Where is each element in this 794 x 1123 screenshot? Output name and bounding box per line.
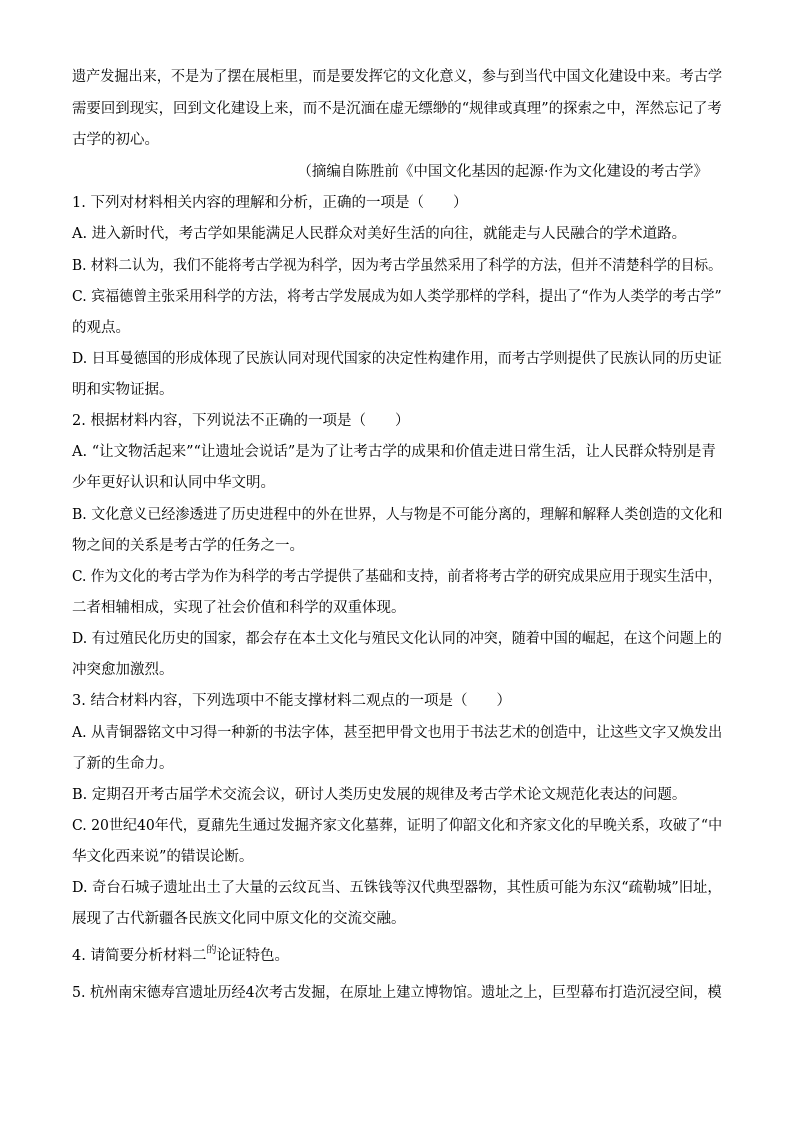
question-2-stem: 2. 根据材料内容，下列说法不正确的一项是（ ） [72, 413, 410, 429]
question-2-option-c: C. 作为文化的考古学为作为科学的考古学提供了基础和支持，前者将考古学的研究成果应用于现实生活中， [72, 569, 722, 585]
question-5: 5. 杭州南宋德寿宫遗址历经4次考古发掘，在原址上建立博物馆。遗址之上，巨型幕布打造沉浸空间，模 [72, 985, 722, 1001]
question-1-option-b: B. 材料二认为，我们不能将考古学视为科学，因为考古学虽然采用了科学的方法，但并不清楚科学的目标。 [72, 258, 722, 274]
question-4-text-end: 论证特色。 [216, 948, 289, 964]
passage-source: （摘编自陈胜前《中国文化基因的起源·作为文化建设的考古学》 [297, 164, 708, 180]
question-2-option-b-cont: 物之间的关系是考古学的任务之一。 [72, 538, 304, 554]
passage-line: 古学的初心。 [72, 132, 159, 148]
question-4 [72, 946, 289, 968]
question-3-option-d-cont: 展现了古代新疆各民族文化同中原文化的交流交融。 [72, 911, 406, 927]
question-1-option-a: A. 进入新时代，考古学如果能满足人民群众对美好生活的向往，就能走与人民融合的学术道路。 [72, 226, 687, 242]
question-3-option-b: B. 定期召开考古届学术交流会议，研讨人类历史发展的规律及考古学术论文规范化表达的问题。 [72, 787, 687, 803]
question-3-option-a: A. 从青铜器铭文中习得一种新的书法字体，甚至把甲骨文也用于书法艺术的创造中，让这些文字又焕发出 [72, 725, 723, 741]
question-1-stem: 1. 下列对材料相关内容的理解和分析，正确的一项是（ ） [72, 195, 468, 211]
question-2-option-d: D. 有过殖民化历史的国家，都会存在本土文化与殖民文化认同的冲突，随着中国的崛起，在这个问题上的 [72, 631, 722, 647]
question-2-option-d-cont: 冲突愈加激烈。 [72, 662, 174, 678]
question-2-option-a-cont: 少年更好认识和认同中华文明。 [72, 475, 275, 491]
question-2-option-a: A. “让文物活起来”“让遗址会说话”是为了让考古学的成果和价值走进日常生活，让人民群众特别是青 [72, 444, 716, 460]
passage-line: 需要回到现实，回到文化建设上来，而不是沉湎在虚无缥缈的“规律或真理”的探索之中，浑然忘记了考 [72, 101, 722, 117]
question-3-option-d: D. 奇台石城子遗址出土了大量的云纹瓦当、五铢钱等汉代典型器物，其性质可能为东汉“疏勒城”旧址， [72, 880, 722, 896]
passage-line: 遗产发掘出来，不是为了摆在展柜里，而是要发挥它的文化意义，参与到当代中国文化建设中来。考古学 [72, 69, 722, 85]
question-3-stem: 3. 结合材料内容，下列选项中不能支撑材料二观点的一项是（ ） [72, 693, 511, 709]
question-2-option-b: B. 文化意义已经渗透进了历史进程中的外在世界，人与物是不可能分离的，理解和解释人类创造的文化和 [72, 507, 723, 523]
question-3-option-c-cont: 华文化西来说”的错误论断。 [72, 849, 254, 865]
question-3-option-c: C. 20世纪40年代，夏鼐先生通过发掘齐家文化墓葬，证明了仰韶文化和齐家文化的早晚关系，攻破了“中 [72, 818, 723, 834]
question-1-option-c: C. 宾福德曾主张采用科学的方法，将考古学发展成为如人类学那样的学科，提出了“作为人类学的考古学” [72, 289, 722, 305]
question-4-stray-character: 的 [206, 945, 217, 956]
question-1-option-d: D. 日耳曼德国的形成体现了民族认同对现代国家的决定性构建作用，而考古学则提供了民族认同的历史证 [72, 351, 722, 367]
question-3-option-a-cont: 了新的生命力。 [72, 756, 174, 772]
question-1-option-d-cont: 明和实物证据。 [72, 382, 174, 398]
question-1-option-c-cont: 的观点。 [72, 320, 130, 336]
question-2-option-c-cont: 二者相辅相成，实现了社会价值和科学的双重体现。 [72, 600, 406, 616]
question-4-text: 4. 请简要分析材料二 [72, 948, 207, 964]
